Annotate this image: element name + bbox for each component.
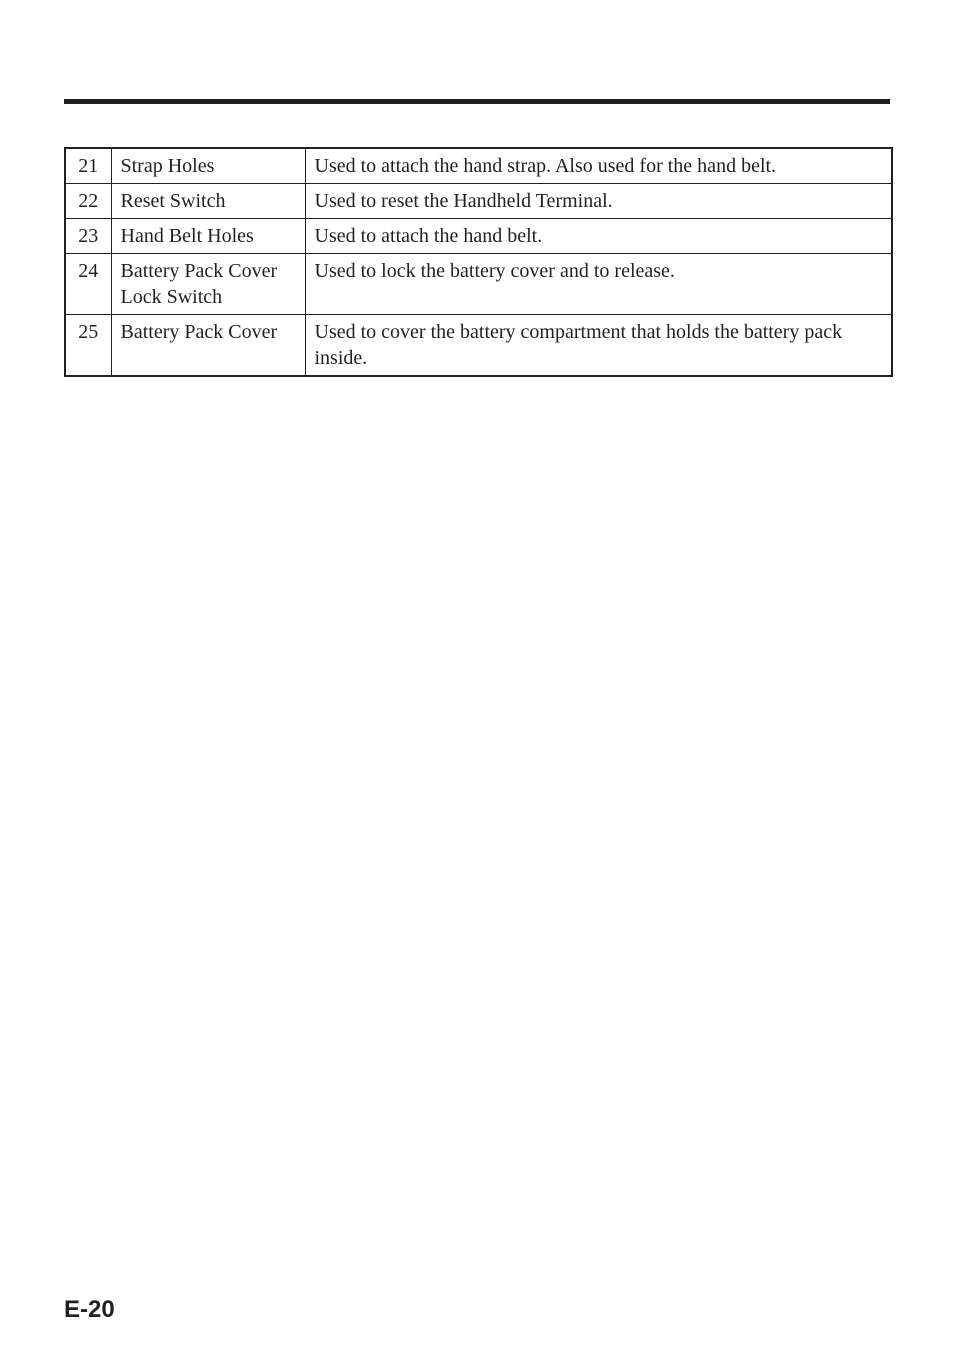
table-row — [65, 315, 892, 377]
part-number: 23 — [65, 219, 111, 254]
part-name: Battery Pack Cover — [111, 315, 305, 377]
page-number: E-20 — [64, 1296, 115, 1323]
part-description: Used to reset the Handheld Terminal. — [305, 184, 892, 219]
part-name: Hand Belt Holes — [111, 219, 305, 254]
part-name: Battery Pack Cover Lock Switch — [111, 254, 305, 315]
parts-table — [64, 147, 893, 377]
part-number: 22 — [65, 184, 111, 219]
part-description: Used to attach the hand belt. — [305, 219, 892, 254]
part-number: 24 — [65, 254, 111, 315]
table-row — [65, 254, 892, 315]
header-rule — [64, 99, 890, 104]
table-row — [65, 148, 892, 184]
part-number: 21 — [65, 148, 111, 184]
table-row — [65, 184, 892, 219]
part-description: Used to lock the battery cover and to release. — [305, 254, 892, 315]
part-description: Used to attach the hand strap. Also used for the hand belt. — [305, 148, 892, 184]
part-name: Strap Holes — [111, 148, 305, 184]
part-name: Reset Switch — [111, 184, 305, 219]
part-description: Used to cover the battery compartment that holds the battery pack inside. — [305, 315, 892, 377]
table-row — [65, 219, 892, 254]
part-number: 25 — [65, 315, 111, 377]
